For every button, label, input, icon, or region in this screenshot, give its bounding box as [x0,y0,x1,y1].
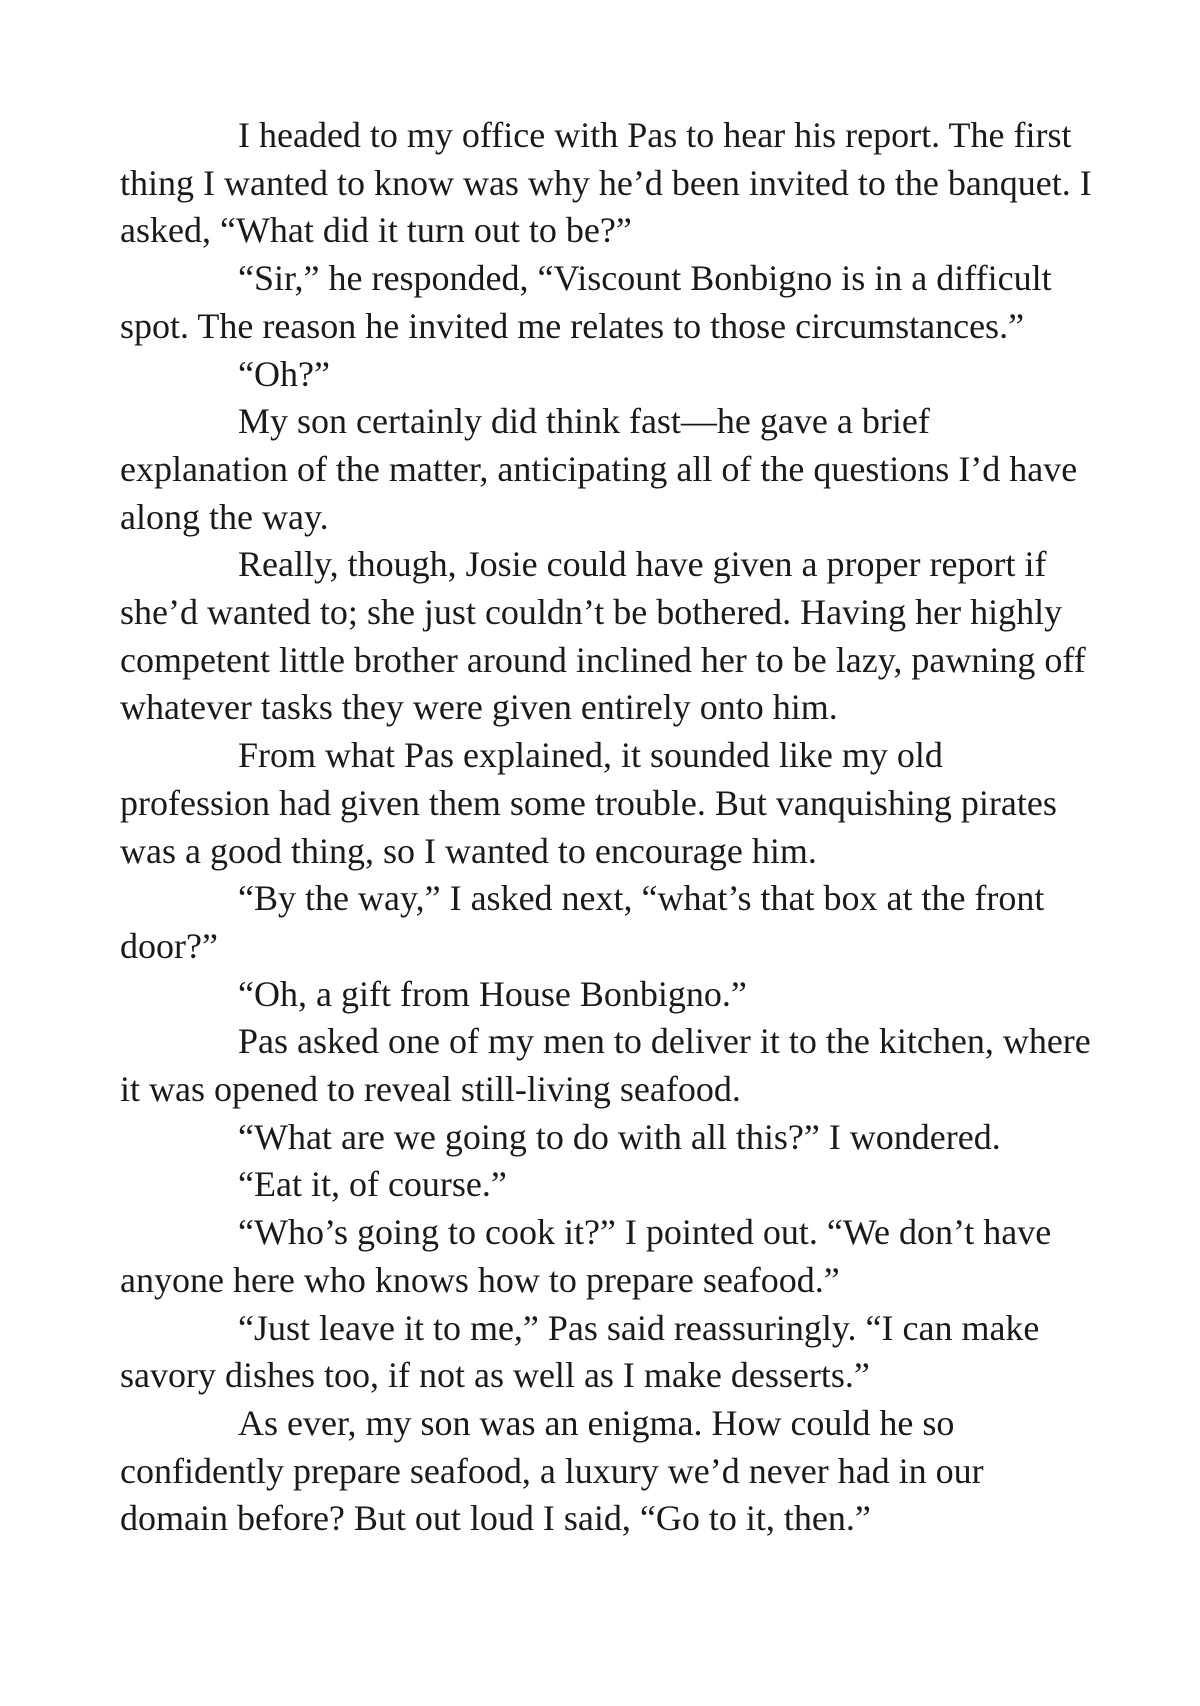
paragraph: From what Pas explained, it sounded like my old profession had given them some trouble. But vanquishing pirates was a good thing, so I wanted to encourage him. [120,735,1057,871]
paragraph: Pas asked one of my men to deliver it to the kitchen, where it was opened to reveal still-living seafood. [120,1021,1091,1110]
paragraph: Really, though, Josie could have given a proper report if she’d wanted to; she just couldn’t be bothered. Having her highly competent little brother around inclined her to be lazy, pawning off whatever tasks they were given entirely onto him. [120,544,1086,728]
paragraph: “What are we going to do with all this?” I wondered. [238,1116,1001,1157]
paragraph: “Just leave it to me,” Pas said reassuringly. “I can make savory dishes too, if not as well as I make desserts.” [120,1307,1040,1396]
paragraph: My son certainly did think fast—he gave a brief explanation of the matter, anticipating all of the questions I’d have along the way. [120,401,1078,537]
paragraph: “Oh, a gift from House Bonbigno.” [238,973,747,1014]
paragraph: “Who’s going to cook it?” I pointed out. “We don’t have anyone here who knows how to prepare seafood.” [120,1212,1052,1300]
paragraph: “Eat it, of course.” [238,1164,507,1205]
paragraph: “By the way,” I asked next, “what’s that box at the front door?” [120,878,1045,966]
paragraph: I headed to my office with Pas to hear his report. The first thing I wanted to know was why he’d been invited to the banquet. I asked, “What did it turn out to be?” [120,115,1092,251]
paragraph: As ever, my son was an enigma. How could he so confidently prepare seafood, a luxury we’d never had in our domain before? But out loud I said, “Go to it, then.” [120,1402,984,1539]
paragraph: “Oh?” [238,353,330,394]
page-body [120,112,1100,1543]
paragraph: “Sir,” he responded, “Viscount Bonbigno is in a difficult spot. The reason he invited me relates to those circumstances.” [120,258,1052,346]
